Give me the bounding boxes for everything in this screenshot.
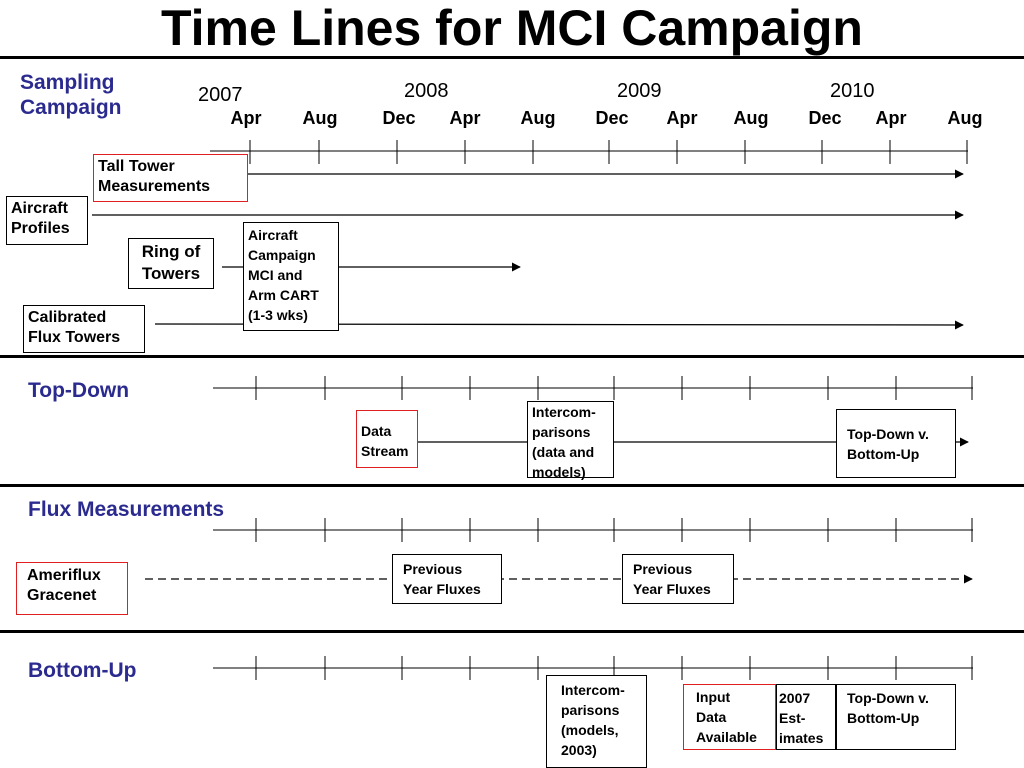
box-top-down-vs-bottom-up-2: Top-Down v. Bottom-Up (836, 684, 956, 750)
box-calibrated-flux-towers: Calibrated Flux Towers (23, 305, 145, 353)
section-title-bottom-up: Bottom-Up (28, 659, 137, 682)
month-label: Apr (449, 108, 481, 128)
month-label: Aug (733, 108, 769, 128)
year-label: 2007 (198, 84, 243, 106)
year-label: 2009 (617, 80, 662, 102)
box-aircraft-campaign: Aircraft Campaign MCI and Arm CART (1-3 wks) (243, 222, 339, 331)
page-title: Time Lines for MCI Campaign (161, 0, 863, 56)
box-previous-year-fluxes-2: Previous Year Fluxes (622, 554, 734, 604)
box-intercomparisons-models: Intercom- parisons (models, 2003) (546, 675, 647, 768)
section-title-flux: Flux Measurements (28, 498, 225, 521)
month-label: Dec (382, 108, 416, 128)
month-label: Dec (808, 108, 842, 128)
year-label: 2008 (404, 80, 449, 102)
section-title-sampling: Sampling Campaign (20, 71, 122, 119)
box-data-stream: Data Stream (356, 410, 418, 468)
year-label: 2010 (830, 80, 875, 102)
box-ring-of-towers: Ring of Towers (128, 238, 214, 289)
box-input-data-available: Input Data Available (683, 684, 776, 750)
month-label: Aug (520, 108, 556, 128)
box-intercomparisons-data-models: Intercom- parisons (data and models) (527, 401, 614, 478)
box-ameriflux-gracenet: Ameriflux Gracenet (16, 562, 128, 615)
box-previous-year-fluxes-1: Previous Year Fluxes (392, 554, 502, 604)
month-label: Apr (666, 108, 698, 128)
box-top-down-vs-bottom-up: Top-Down v. Bottom-Up (836, 409, 956, 478)
section-title-top-down: Top-Down (28, 379, 130, 402)
box-aircraft-profiles: Aircraft Profiles (6, 196, 88, 245)
box-tall-tower: Tall Tower Measurements (93, 154, 248, 202)
month-label: Apr (875, 108, 907, 128)
month-label: Aug (947, 108, 983, 128)
box-2007-estimates: 2007 Est- imates (776, 684, 836, 750)
month-label: Aug (302, 108, 338, 128)
month-label: Apr (230, 108, 262, 128)
timeline-ticks-sampling (250, 140, 967, 164)
month-label: Dec (595, 108, 629, 128)
